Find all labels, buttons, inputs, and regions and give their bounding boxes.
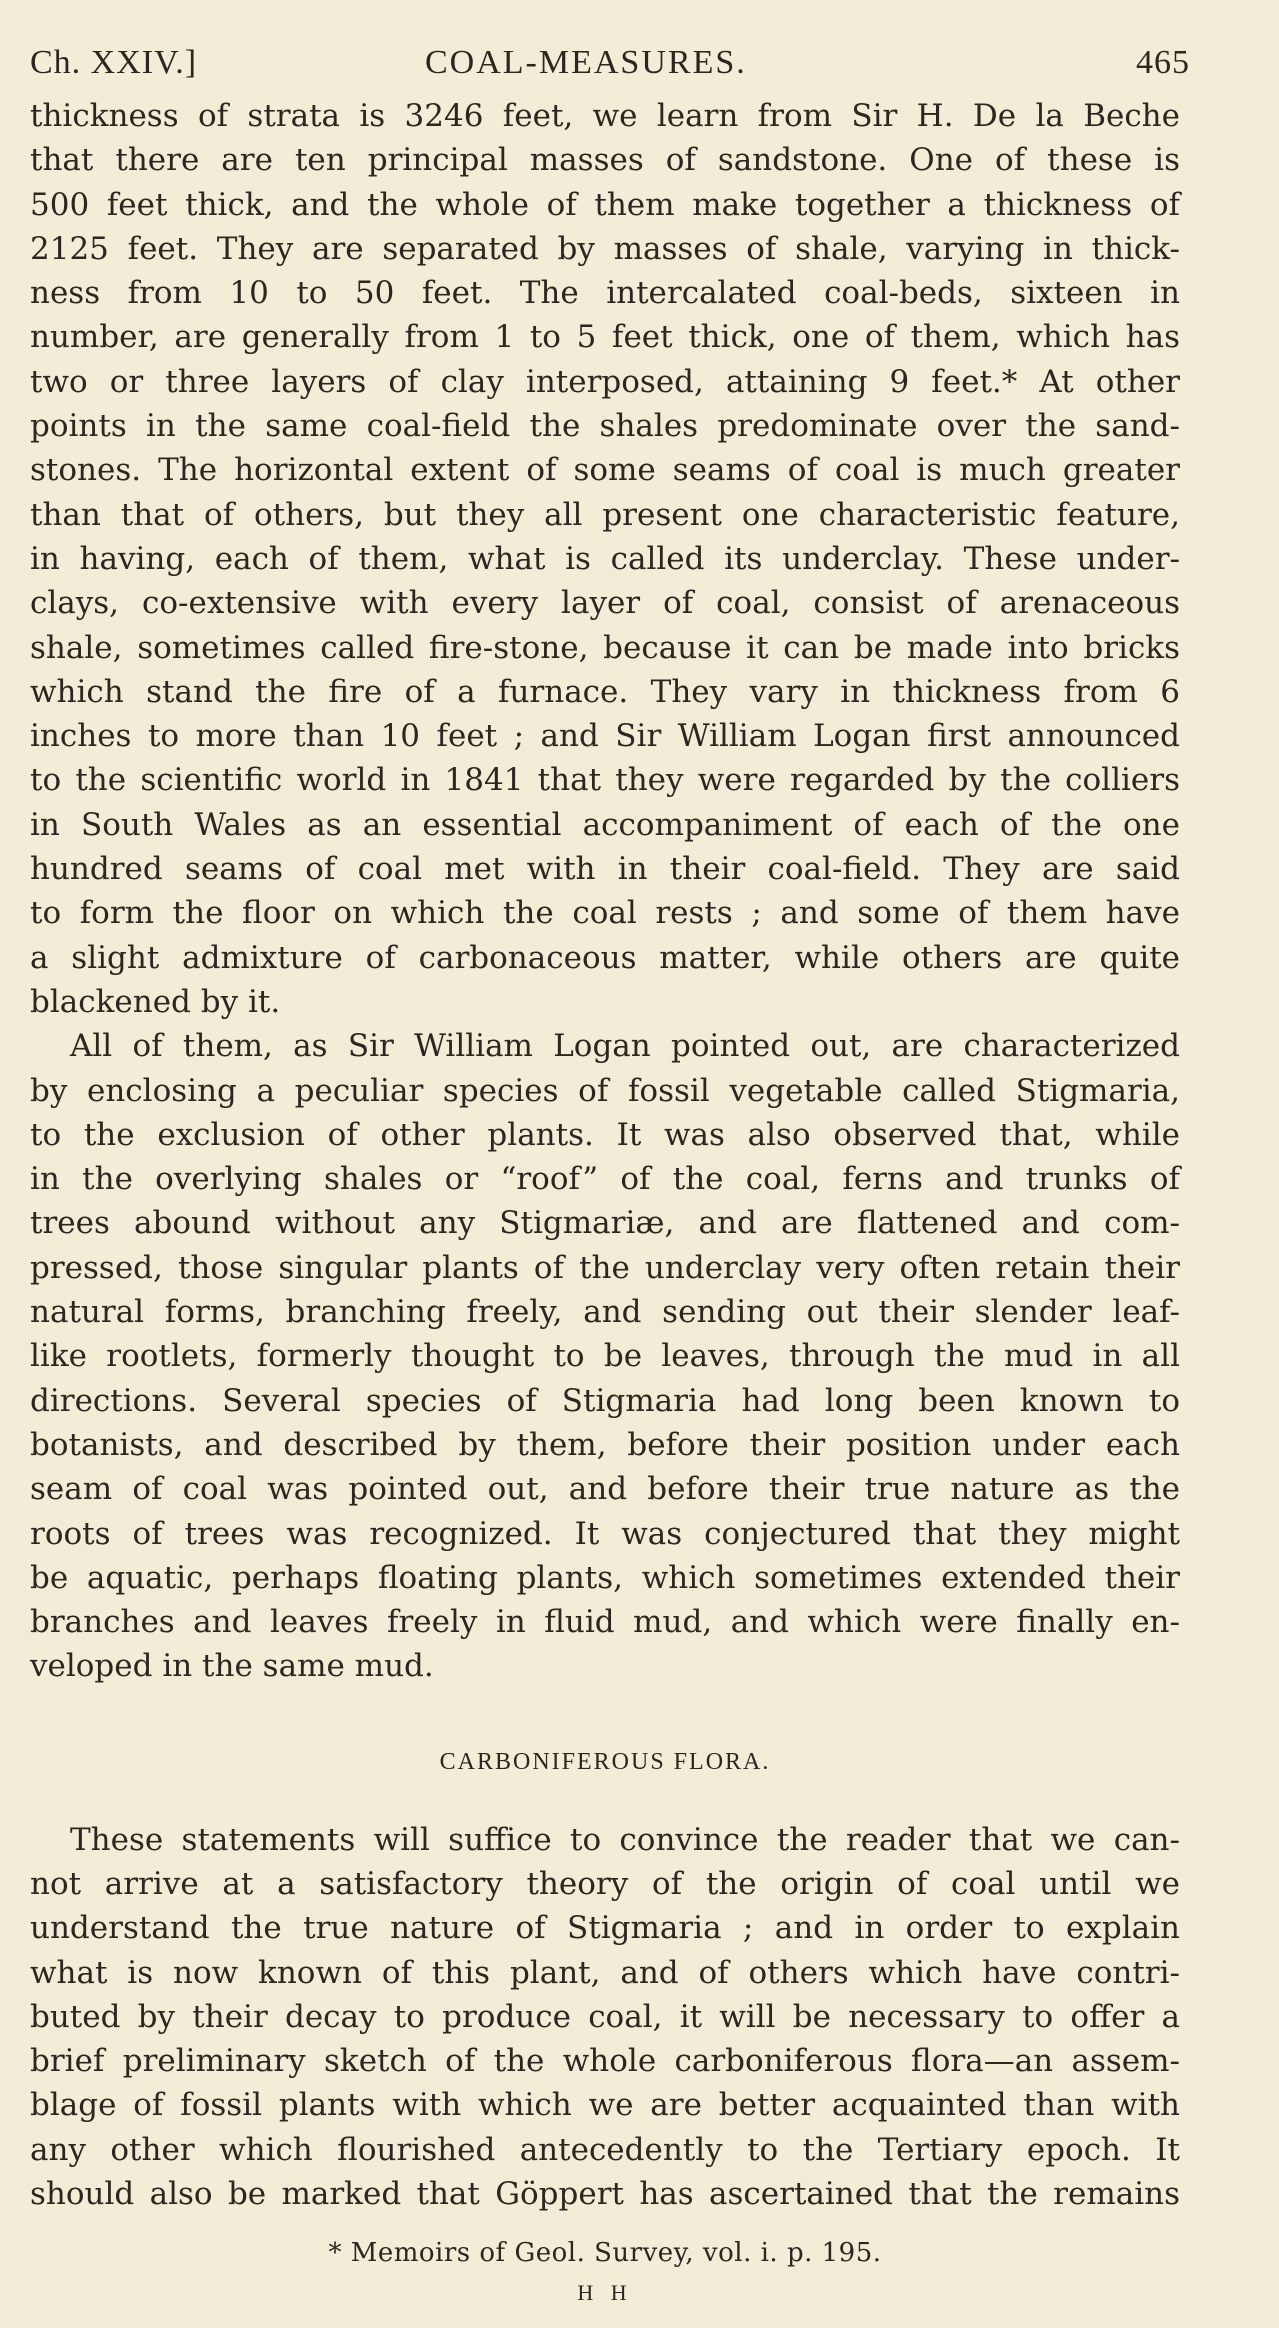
text-line: in the overlying shales or “roof” of the coal, ferns and trunks of (30, 1161, 1180, 1198)
text-line: in South Wales as an essential accompaniment of each of the one (30, 806, 1180, 843)
text-line: 500 feet thick, and the whole of them make together a thickness of (30, 186, 1180, 223)
text-line: clays, co-extensive with every layer of coal, consist of arenaceous (30, 585, 1180, 622)
text-line: points in the same coal-field the shales predominate over the sand- (30, 408, 1180, 445)
text-line: seam of coal was pointed out, and before their true nature as the (30, 1471, 1180, 1508)
text-line: understand the true nature of Stigmaria ; and in order to explain (30, 1910, 1180, 1947)
text-line: blage of fossil plants with which we are better acquainted than with (30, 2087, 1180, 2124)
page-number: 465 (1136, 44, 1190, 81)
text-line: than that of others, but they all present one characteristic feature, (30, 496, 1180, 533)
running-header (30, 38, 1190, 94)
text-line: to the exclusion of other plants. It was also observed that, while (30, 1116, 1180, 1153)
text-line: botanists, and described by them, before their position under each (30, 1426, 1180, 1463)
paragraph-2 (30, 1024, 1180, 1688)
text-line: trees abound without any Stigmariæ, and are flattened and com- (30, 1205, 1180, 1242)
footnote: * Memoirs of Geol. Survey, vol. i. p. 195. (328, 2238, 882, 2269)
text-line: not arrive at a satisfactory theory of the origin of coal until we (30, 1865, 1180, 1902)
paragraph-1 (30, 94, 1180, 1024)
text-line: thickness of strata is 3246 feet, we learn from Sir H. De la Beche (30, 98, 1180, 134)
text-line: brief preliminary sketch of the whole carboniferous flora—an assem- (30, 2043, 1180, 2080)
text-line: directions. Several species of Stigmaria had long been known to (30, 1382, 1180, 1419)
section-heading: CARBONIFEROUS FLORA. (439, 1748, 771, 1775)
text-line: buted by their decay to produce coal, it will be necessary to offer a (30, 1998, 1180, 2035)
text-line: to the scientific world in 1841 that they were regarded by the colliers (30, 762, 1180, 799)
paragraph-3 (30, 1818, 1180, 2217)
text-line: any other which flourished antecedently to the Tertiary epoch. It (30, 2131, 1180, 2168)
page-title: COAL-MEASURES. (425, 44, 747, 81)
text-line: All of them, as Sir William Logan pointed out, are characterized (70, 1028, 1180, 1065)
text-line: which stand the fire of a furnace. They vary in thickness from 6 (30, 673, 1180, 710)
text-line: shale, sometimes called fire-stone, because it can be made into bricks (30, 629, 1180, 666)
text-line: veloped in the same mud. (30, 1648, 434, 1685)
text-line: two or three layers of clay interposed, attaining 9 feet.* At other (30, 363, 1180, 400)
text-line: like rootlets, formerly thought to be leaves, through the mud in all (30, 1338, 1180, 1375)
text-line: branches and leaves freely in fluid mud, and which were finally en- (30, 1604, 1180, 1641)
text-line: by enclosing a peculiar species of fossil vegetable called Stigmaria, (30, 1072, 1180, 1109)
text-line: inches to more than 10 feet ; and Sir William Logan first announced (30, 718, 1180, 755)
signature-mark: H H (577, 2280, 633, 2306)
text-line: should also be marked that Göppert has ascertained that the remains (30, 2176, 1180, 2213)
text-line: 2125 feet. They are separated by masses of shale, varying in thick- (30, 230, 1180, 267)
chapter-label: Ch. XXIV.] (30, 44, 198, 81)
text-line: stones. The horizontal extent of some seams of coal is much greater (30, 452, 1180, 489)
text-line: number, are generally from 1 to 5 feet thick, one of them, which has (30, 319, 1180, 356)
text-line: in having, each of them, what is called its underclay. These under- (30, 540, 1180, 577)
text-line: be aquatic, perhaps floating plants, which sometimes extended their (30, 1559, 1180, 1596)
text-line: what is now known of this plant, and of others which have contri- (30, 1954, 1180, 1991)
text-line: ness from 10 to 50 feet. The intercalated coal-beds, sixteen in (30, 275, 1180, 312)
text-line: hundred seams of coal met with in their coal-field. They are said (30, 851, 1180, 888)
text-line: These statements will suffice to convince the reader that we can- (70, 1821, 1180, 1858)
text-line: to form the floor on which the coal rests ; and some of them have (30, 895, 1180, 932)
text-line: natural forms, branching freely, and sending out their slender leaf- (30, 1294, 1180, 1331)
text-line: pressed, those singular plants of the underclay very often retain their (30, 1249, 1180, 1286)
text-line: roots of trees was recognized. It was conjectured that they might (30, 1515, 1180, 1552)
text-line: a slight admixture of carbonaceous matter, while others are quite (30, 939, 1180, 976)
text-line: blackened by it. (30, 983, 281, 1020)
text-line: that there are ten principal masses of sandstone. One of these is (30, 142, 1180, 179)
book-page (30, 38, 1190, 2306)
